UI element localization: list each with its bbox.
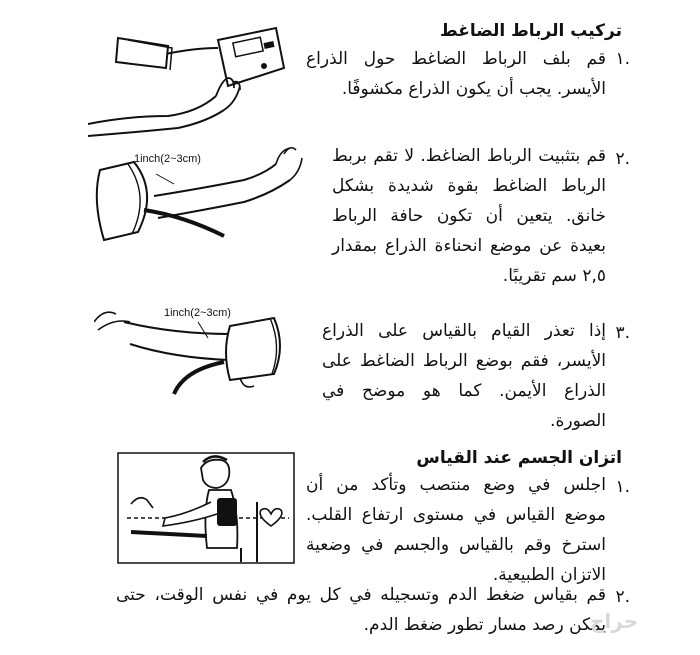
arm-illustration xyxy=(154,164,276,196)
step-text: قم بقياس ضغط الدم وتسجيله في كل يوم في نفس الوقت، حتى يمكن رصد مسار تطور ضغط الدم. xyxy=(116,585,606,635)
figure-seated-posture xyxy=(117,452,295,564)
step-number: .٢ xyxy=(615,149,630,169)
monitor-illustration xyxy=(218,28,284,86)
arm-illustration xyxy=(88,78,240,136)
step-text: قم بلف الرباط الضاغط حول الذراع الأيسر. يجب أن يكون الذراع مكشوفًا. xyxy=(306,49,606,99)
figure-right-arm-cuff xyxy=(94,300,304,400)
step-number: .١ xyxy=(615,49,630,69)
distance-label: 1inch(2~3cm) xyxy=(134,153,201,165)
step-text: اجلس في وضع منتصب وتأكد من أن موضع القياس في مستوى ارتفاع القلب. استرخ وقم بالقياس والجسم في وضعية الاتزان الطبيعية. xyxy=(306,475,606,585)
step-text: إذا تعذر القيام بالقياس على الذراع الأيسر، فقم بوضع الرباط الضاغط على الذراع الأيمن. كما هو موضح في الصورة. xyxy=(322,321,606,431)
distance-pointer xyxy=(198,322,208,338)
step-text: قم بتثبيت الرباط الضاغط. لا تقم بربط الرباط الضاغط بقوة شديدة بشكل خانق. يتعين أن تكون حافة الرباط بعيدة عن موضع انحناءة الذراع بمقدار ٢,٥ سم تقريبًا. xyxy=(332,146,606,286)
cuff-illustration xyxy=(226,318,280,387)
figure-cuff-wrap xyxy=(88,18,288,138)
watermark-logo: حراج xyxy=(590,609,639,633)
tube-line xyxy=(174,362,224,394)
arm-illustration xyxy=(124,322,230,334)
cuff-illustration xyxy=(97,162,147,240)
figure-cuff-distance xyxy=(94,140,304,250)
section-title-body-posture: اتزان الجسم عند القياس xyxy=(416,448,622,468)
section-title-cuff-fitting: تركيب الرباط الضاغط xyxy=(440,21,622,41)
step-number: .١ xyxy=(615,477,630,497)
step-number: .٢ xyxy=(615,587,630,607)
cuff-illustration xyxy=(116,38,172,70)
step-number: .٣ xyxy=(615,323,630,343)
distance-pointer xyxy=(156,174,174,184)
distance-label: 1inch(2~3cm) xyxy=(164,307,231,319)
hand-illustration xyxy=(94,312,130,330)
